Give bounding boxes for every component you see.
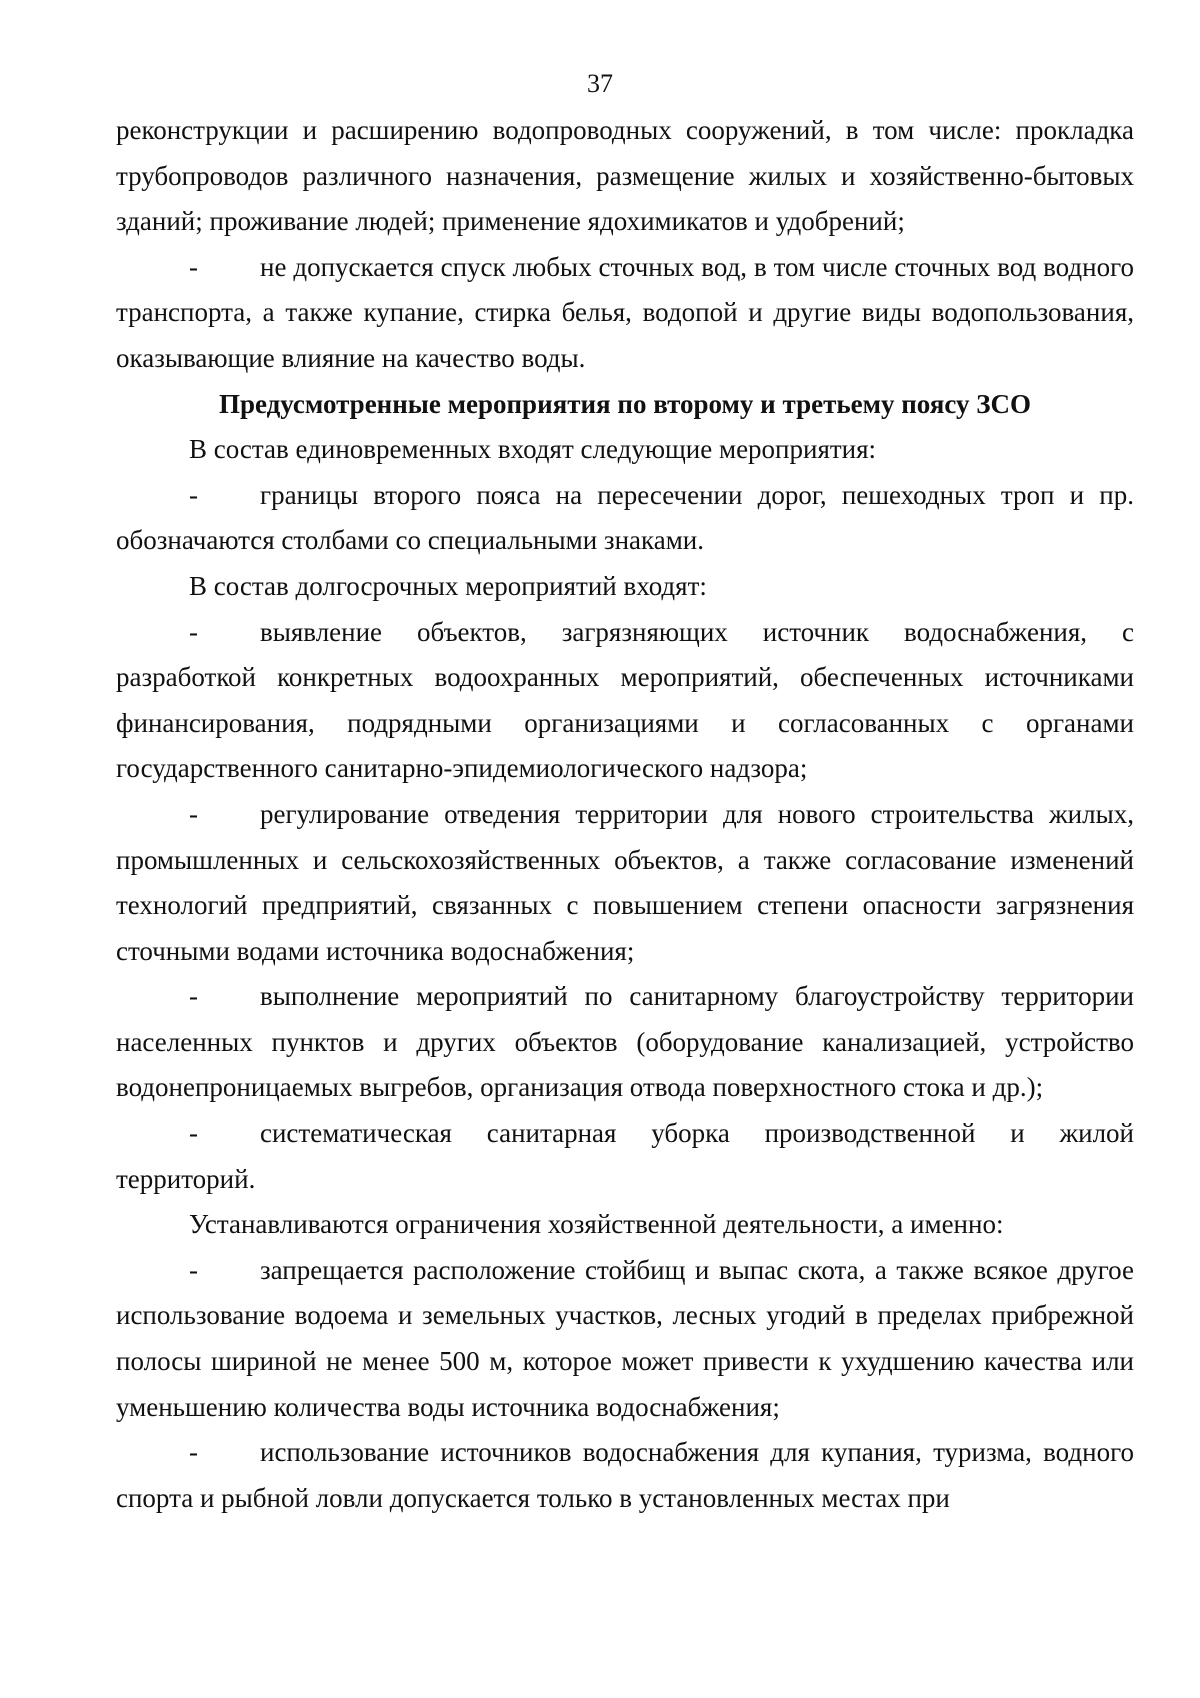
list-dash: - [189, 1437, 198, 1468]
list-item-text: выполнение мероприятий по санитарному благоустройству территории населенных пунктов и других объектов (оборудование канализацией, устройство водонепроницаемых выгребов, организация отвода поверхностного стока и др.); [116, 981, 1134, 1103]
list-dash: - [189, 1254, 198, 1285]
one-time-measures-intro: В состав единовременных входят следующие мероприятия: [189, 434, 877, 465]
body-text [116, 108, 1134, 1521]
list-dash: - [189, 479, 198, 510]
continuation-paragraph: реконструкции и расширению водопроводных сооружений, в том числе: прокладка трубопроводов различного назначения, размещение жилых и хозяйственно-бытовых зданий; проживание людей; применение ядохимикатов и удобрений; [116, 115, 1134, 237]
list-item-discharge [116, 245, 1134, 382]
list-dash: - [189, 798, 198, 829]
list-item-boundaries [116, 473, 1134, 564]
list-item-text: запрещается расположение стойбищ и выпас скота, а также всякое другое использование водоема и земельных участков, лесных угодий в пределах прибрежной полосы шириной не менее 500 м, которое может привести к ухудшению качества или уменьшению количества воды источника водоснабжения; [116, 1254, 1134, 1422]
list-dash: - [189, 251, 198, 282]
list-item-grazing [116, 1248, 1134, 1430]
list-item-text: выявление объектов, загрязняющих источник водоснабжения, с разработкой конкретных водоохранных мероприятий, обеспеченных источниками финансирования, подрядными организациями и согласованных с органами государственного санитарно-эпидемиологического надзора; [116, 616, 1134, 784]
list-dash: - [189, 1118, 198, 1149]
list-item-recreation [116, 1430, 1134, 1521]
page-number: 37 [587, 69, 613, 98]
list-item-improvement [116, 974, 1134, 1111]
list-item-text: не допускается спуск любых сточных вод, в том числе сточных вод водного транспорта, а также купание, стирка белья, водопой и другие виды водопользования, оказывающие влияние на качество воды. [116, 251, 1134, 373]
list-item-text: регулирование отведения территории для нового строительства жилых, промышленных и сельскохозяйственных объектов, а также согласование изменений технологий предприятий, связанных с повышением степени опасности загрязнения сточными водами источника водоснабжения; [116, 798, 1134, 966]
long-term-measures-intro: В состав долгосрочных мероприятий входят: [189, 570, 707, 601]
list-dash: - [189, 616, 198, 647]
list-item-text: границы второго пояса на пересечении дорог, пешеходных троп и пр. обозначаются столбами со специальными знаками. [116, 479, 1134, 556]
list-item-cleaning [116, 1111, 1134, 1202]
restrictions-intro: Устанавливаются ограничения хозяйственной деятельности, а именно: [189, 1209, 1004, 1240]
section-heading: Предусмотренные мероприятия по второму и третьему поясу ЗСО [218, 388, 1032, 419]
list-item-identification [116, 610, 1134, 792]
list-item-text: систематическая санитарная уборка производственной и жилой территорий. [116, 1118, 1134, 1194]
list-item-text: использование источников водоснабжения для купания, туризма, водного спорта и рыбной ловли допускается только в установленных местах при [116, 1437, 1134, 1513]
list-item-regulation [116, 792, 1134, 974]
list-dash: - [189, 981, 198, 1012]
